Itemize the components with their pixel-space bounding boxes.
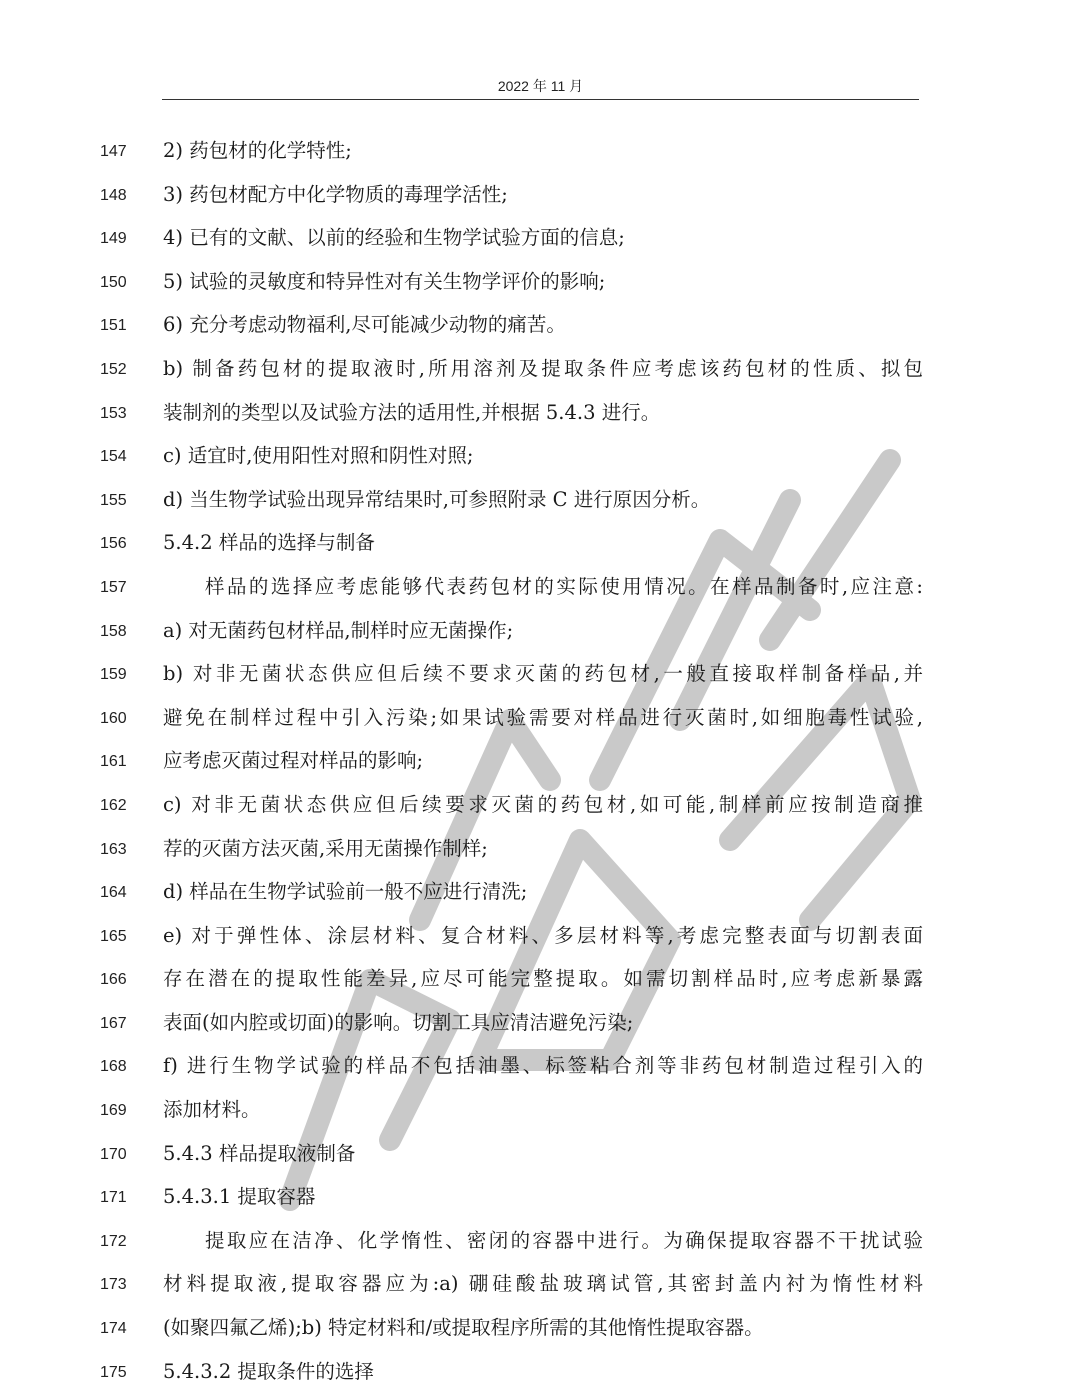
line-number: 151 [100,317,127,335]
line-150 [0,261,1080,305]
section-heading: 5.4.3.2 提取条件的选择 [163,1359,374,1383]
line-text: e) 对于弹性体、涂层材料、复合材料、多层材料等,考虑完整表面与切割表面 [163,923,923,947]
line-161 [0,740,1080,784]
line-text: 荐的灭菌方法灭菌,采用无菌操作制样; [163,836,488,860]
line-number: 160 [100,709,127,727]
line-number: 150 [100,273,127,291]
line-text: 提取应在洁净、化学惰性、密闭的容器中进行。为确保提取容器不干扰试验 [205,1228,923,1252]
line-168 [0,1045,1080,1089]
line-text: 避免在制样过程中引入污染;如果试验需要对样品进行灭菌时,如细胞毒性试验, [163,705,923,729]
line-text: 6) 充分考虑动物福利,尽可能减少动物的痛苦。 [163,313,566,337]
line-173 [0,1263,1080,1307]
line-number: 168 [100,1058,127,1076]
document-body [0,130,1080,1394]
line-165 [0,915,1080,959]
line-number: 169 [100,1102,127,1120]
line-166 [0,958,1080,1002]
line-158 [0,610,1080,654]
line-number: 170 [100,1145,127,1163]
line-text: 材料提取液,提取容器应为:a) 硼硅酸盐玻璃试管,其密封盖内衬为惰性材料 [163,1272,923,1296]
line-number: 153 [100,404,127,422]
line-number: 157 [100,578,127,596]
line-number: 152 [100,360,127,378]
line-number: 149 [100,230,127,248]
line-text: 装制剂的类型以及试验方法的适用性,并根据 5.4.3 进行。 [163,400,661,424]
line-number: 156 [100,535,127,553]
line-text: 应考虑灭菌过程对样品的影响; [163,749,424,773]
line-160 [0,697,1080,741]
header-divider [162,99,919,100]
line-152 [0,348,1080,392]
line-159 [0,653,1080,697]
line-169 [0,1089,1080,1133]
line-number: 174 [100,1320,127,1338]
line-174 [0,1307,1080,1351]
line-number: 155 [100,491,127,509]
line-151 [0,304,1080,348]
line-154 [0,435,1080,479]
section-heading: 5.4.2 样品的选择与制备 [163,531,375,555]
line-text: 3) 药包材配方中化学物质的毒理学活性; [163,182,508,206]
line-text: b) 制备药包材的提取液时,所用溶剂及提取条件应考虑该药包材的性质、拟包 [163,356,923,380]
section-heading: 5.4.3 样品提取液制备 [163,1141,356,1165]
line-text: 存在潜在的提取性能差异,应尽可能完整提取。如需切割样品时,应考虑新暴露 [163,967,923,991]
line-text: a) 对无菌药包材样品,制样时应无菌操作; [163,618,514,642]
section-heading: 5.4.3.1 提取容器 [163,1185,316,1209]
line-text: 5) 试验的灵敏度和特异性对有关生物学评价的影响; [163,269,606,293]
line-number: 171 [100,1189,127,1207]
line-number: 148 [100,186,127,204]
line-153 [0,392,1080,436]
line-149 [0,217,1080,261]
line-number: 166 [100,971,127,989]
page-header-date: 2022 年 11 月 [497,78,584,94]
line-157 [0,566,1080,610]
line-number: 167 [100,1014,127,1032]
line-163 [0,828,1080,872]
line-text: 样品的选择应考虑能够代表药包材的实际使用情况。在样品制备时,应注意: [205,574,923,598]
line-170 [0,1133,1080,1177]
line-number: 173 [100,1276,127,1294]
line-text: 4) 已有的文献、以前的经验和生物学试验方面的信息; [163,226,625,250]
line-number: 159 [100,666,127,684]
line-147 [0,130,1080,174]
line-text: c) 对非无菌状态供应但后续要求灭菌的药包材,如可能,制样前应按制造商推 [163,792,923,816]
line-text: 2) 药包材的化学特性; [163,139,352,162]
line-162 [0,784,1080,828]
line-number: 163 [100,840,127,858]
line-text: 添加材料。 [163,1098,261,1122]
line-172 [0,1220,1080,1264]
line-number: 165 [100,927,127,945]
line-148 [0,174,1080,218]
line-text: d) 当生物学试验出现异常结果时,可参照附录 C 进行原因分析。 [163,487,711,511]
line-167 [0,1002,1080,1046]
line-number: 158 [100,622,127,640]
line-text: f) 进行生物学试验的样品不包括油墨、标签粘合剂等非药包材制造过程引入的 [163,1054,923,1078]
line-text: (如聚四氟乙烯);b) 特定材料和/或提取程序所需的其他惰性提取容器。 [163,1316,764,1340]
line-155 [0,479,1080,523]
line-number: 154 [100,448,127,466]
line-number: 172 [100,1232,127,1250]
line-175 [0,1351,1080,1394]
line-number: 164 [100,884,127,902]
line-164 [0,871,1080,915]
line-text: b) 对非无菌状态供应但后续不要求灭菌的药包材,一般直接取样制备样品,并 [163,662,923,686]
line-number: 147 [100,143,127,160]
line-text: c) 适宜时,使用阳性对照和阴性对照; [163,444,474,468]
line-number: 175 [100,1363,127,1381]
line-number: 162 [100,796,127,814]
line-156 [0,522,1080,566]
line-number: 161 [100,753,127,771]
line-text: d) 样品在生物学试验前一般不应进行清洗; [163,880,528,904]
line-171 [0,1176,1080,1220]
line-text: 表面(如内腔或切面)的影响。切割工具应清洁避免污染; [163,1010,634,1034]
